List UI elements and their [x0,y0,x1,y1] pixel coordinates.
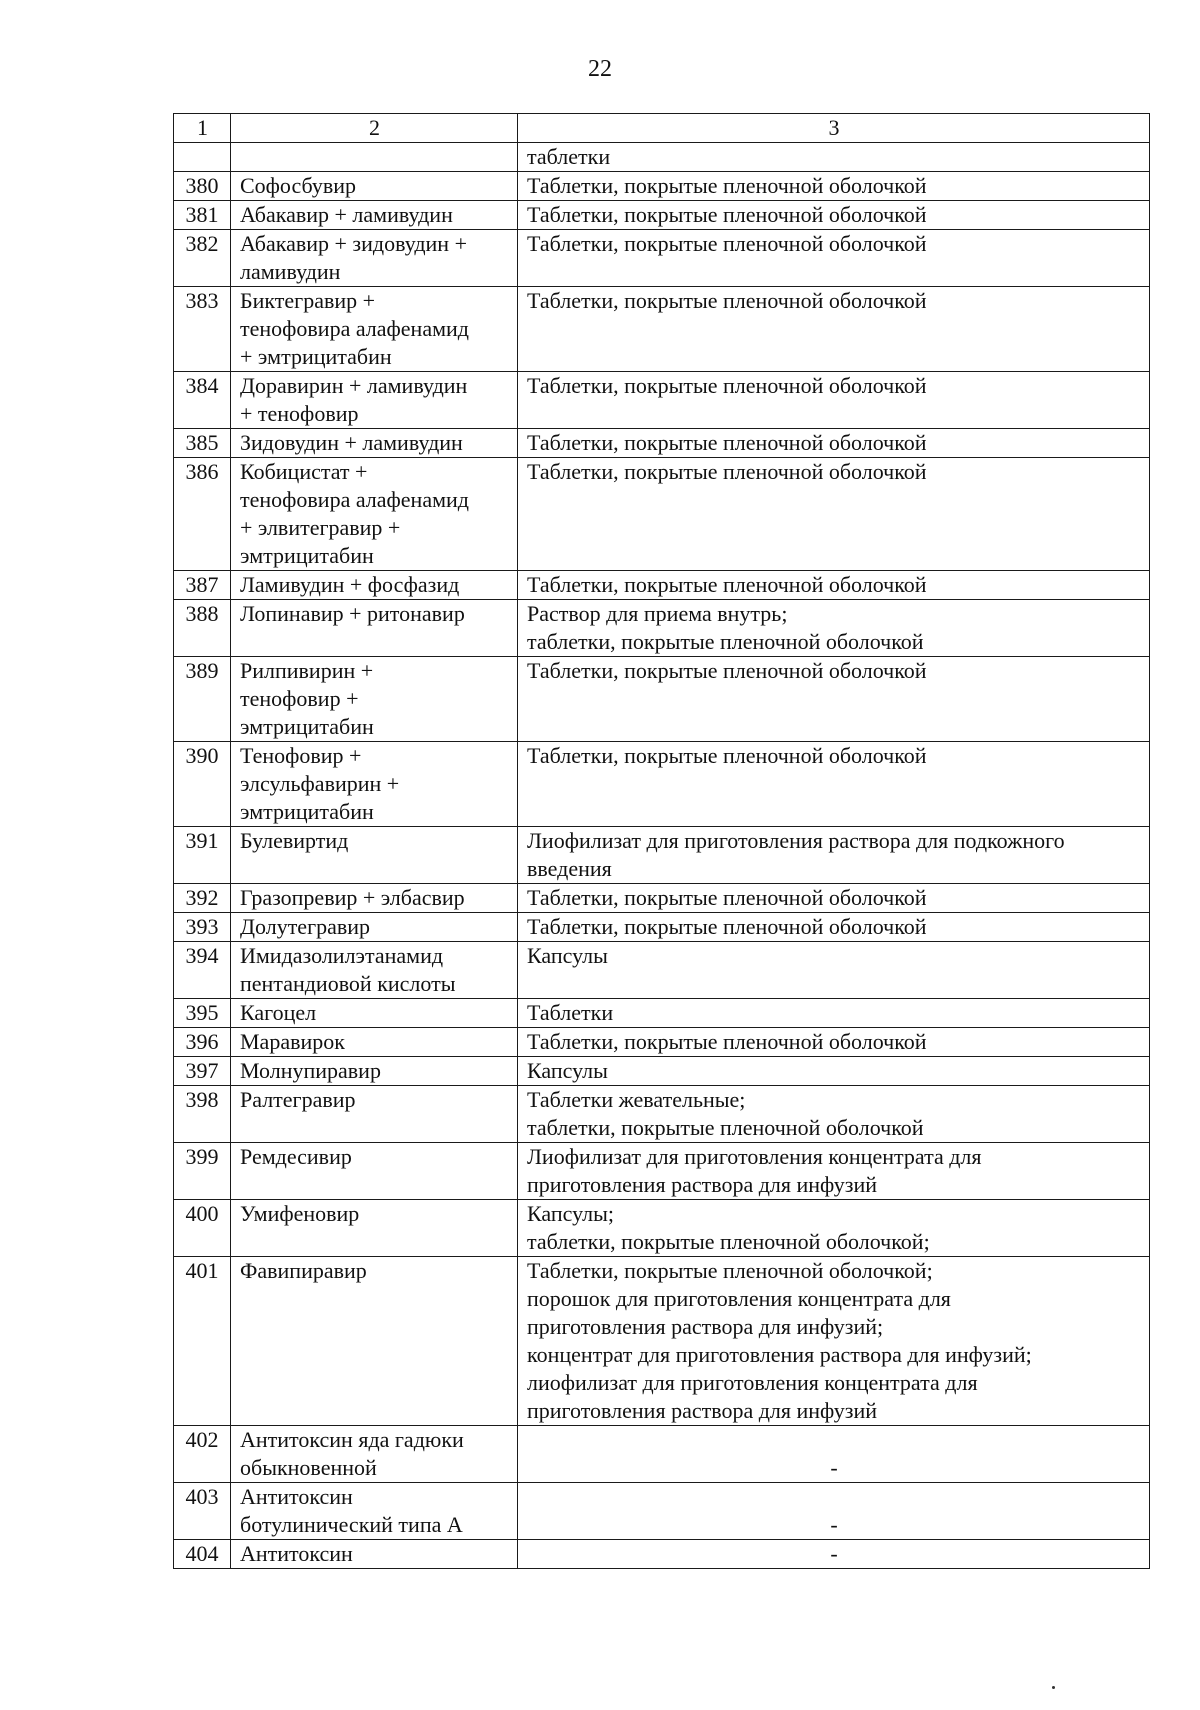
table-header-row [174,114,1150,143]
drug-name-line: элсульфавирин + [240,771,400,796]
dosage-form-line: Таблетки, покрытые пленочной оболочкой [527,914,927,939]
drug-name-line: Ламивудин + фосфазид [240,572,460,597]
table-row [174,458,1150,571]
dosage-form-line: введения [527,856,612,881]
row-number: 389 [174,657,231,742]
drug-name-cell [231,571,518,600]
drug-name-cell [231,1426,518,1483]
drug-name-cell [231,287,518,372]
drug-name-line: Абакавир + ламивудин [240,202,453,227]
page-number: 22 [588,56,612,82]
drug-name-cell [231,913,518,942]
dosage-form-cell [518,1200,1150,1257]
row-number: 401 [174,1257,231,1426]
drug-name-cell [231,742,518,827]
dosage-form-cell [518,657,1150,742]
dosage-form-cell [518,429,1150,458]
table-body [174,143,1150,1569]
row-number: 395 [174,999,231,1028]
table-row [174,1200,1150,1257]
table-row [174,429,1150,458]
row-number: 390 [174,742,231,827]
table-row [174,372,1150,429]
row-number: 383 [174,287,231,372]
row-number [174,143,231,172]
dosage-form-line: Таблетки, покрытые пленочной оболочкой [527,202,927,227]
dosage-form-cell [518,287,1150,372]
dosage-form-line: Таблетки, покрытые пленочной оболочкой [527,459,927,484]
drug-name-line: пентандиовой кислоты [240,971,456,996]
row-number: 404 [174,1540,231,1569]
drug-name-cell [231,1057,518,1086]
dosage-form-cell [518,1086,1150,1143]
dosage-form-cell [518,1540,1150,1569]
drug-name-line: эмтрицитабин [240,543,374,568]
dosage-form-line: приготовления раствора для инфузий [527,1172,877,1197]
dosage-form-line: Таблетки, покрытые пленочной оболочкой [527,231,927,256]
dosage-form-line: - [830,1512,838,1537]
row-number: 385 [174,429,231,458]
dosage-form-cell [518,999,1150,1028]
drug-name-line: Ралтегравир [240,1087,356,1112]
dosage-form-line: Таблетки, покрытые пленочной оболочкой; [527,1258,933,1283]
table-row [174,1086,1150,1143]
drug-name-cell [231,458,518,571]
drug-name-cell [231,999,518,1028]
table-row [174,999,1150,1028]
dosage-form-cell [518,372,1150,429]
drug-name-line: Умифеновир [240,1201,360,1226]
drug-name-line: Долутегравир [240,914,371,939]
dosage-form-cell [518,742,1150,827]
dosage-form-cell [518,143,1150,172]
drug-name-line: эмтрицитабин [240,714,374,739]
drug-name-line: Абакавир + зидовудин + [240,231,467,256]
row-number: 394 [174,942,231,999]
dosage-form-line: Таблетки, покрытые пленочной оболочкой [527,288,927,313]
drug-name-cell [231,827,518,884]
dosage-form-line: таблетки [527,144,611,169]
table-row [174,143,1150,172]
dosage-form-cell [518,1143,1150,1200]
drug-name-line: ботулинический типа А [240,1512,463,1537]
drug-name-line: + тенофовир [240,401,359,426]
table-row [174,913,1150,942]
table-row [174,287,1150,372]
drug-name-line: Биктегравир + [240,288,376,313]
drug-name-line: Имидазолилэтанамид [240,943,444,968]
table-row [174,172,1150,201]
drug-name-line: ламивудин [240,259,341,284]
dosage-form-cell [518,571,1150,600]
dosage-form-line: лиофилизат для приготовления концентрата для [527,1370,978,1395]
drug-name-line: эмтрицитабин [240,799,374,824]
drug-name-cell [231,429,518,458]
row-number: 386 [174,458,231,571]
drug-name-cell [231,600,518,657]
dosage-form-cell [518,230,1150,287]
row-number: 380 [174,172,231,201]
drug-name-line: Доравирин + ламивудин [240,373,468,398]
dosage-form-cell [518,942,1150,999]
row-number: 387 [174,571,231,600]
dosage-form-cell [518,1483,1150,1540]
dosage-form-cell [518,1426,1150,1483]
drug-name-line: тенофовира алафенамид [240,316,469,341]
row-number: 384 [174,372,231,429]
row-number: 399 [174,1143,231,1200]
drug-name-cell [231,201,518,230]
drug-name-cell [231,372,518,429]
drug-name-line: Молнупиравир [240,1058,381,1083]
drug-name-line: Кобицистат + [240,459,368,484]
drug-name-cell [231,1540,518,1569]
drug-name-cell [231,657,518,742]
row-number: 398 [174,1086,231,1143]
table-row [174,827,1150,884]
row-number: 393 [174,913,231,942]
table-row [174,571,1150,600]
dosage-form-line: Капсулы [527,1058,608,1083]
table-row [174,230,1150,287]
table-row [174,1057,1150,1086]
drug-name-line: Антитоксин яда гадюки [240,1427,464,1452]
dosage-form-line: порошок для приготовления концентрата для [527,1286,951,1311]
dosage-form-cell [518,600,1150,657]
dosage-form-cell [518,172,1150,201]
row-number: 403 [174,1483,231,1540]
column-header-number: 1 [174,114,231,143]
dosage-form-line: Таблетки, покрытые пленочной оболочкой [527,658,927,683]
dosage-form-line: Таблетки, покрытые пленочной оболочкой [527,743,927,768]
dosage-form-line: Таблетки, покрытые пленочной оболочкой [527,373,927,398]
dosage-form-line: Лиофилизат для приготовления раствора для подкожного [527,828,1065,853]
drug-name-line: Рилпивирин + [240,658,374,683]
drug-name-line: Маравирок [240,1029,345,1054]
row-number: 392 [174,884,231,913]
drug-name-line: Гразопревир + элбасвир [240,885,465,910]
table-row [174,1028,1150,1057]
drug-name-cell [231,1257,518,1426]
table-row [174,884,1150,913]
drug-name-cell [231,1028,518,1057]
table-row [174,600,1150,657]
dosage-form-line: приготовления раствора для инфузий; [527,1314,884,1339]
dosage-form-line: приготовления раствора для инфузий [527,1398,877,1423]
drug-name-line: Тенофовир + [240,743,362,768]
dosage-form-cell [518,884,1150,913]
dosage-form-line: Таблетки, покрытые пленочной оболочкой [527,572,927,597]
drug-name-line: + элвитегравир + [240,515,401,540]
dosage-form-cell [518,913,1150,942]
drug-name-cell [231,230,518,287]
table-row [174,742,1150,827]
dosage-form-line: Капсулы; [527,1201,615,1226]
dosage-form-cell [518,1257,1150,1426]
dosage-form-line: Капсулы [527,943,608,968]
dosage-form-line: Таблетки, покрытые пленочной оболочкой [527,885,927,910]
drug-name-cell [231,1143,518,1200]
drug-table [173,113,1150,1569]
dosage-form-cell [518,827,1150,884]
scan-speck [1052,1686,1055,1689]
drug-name-line: Булевиртид [240,828,349,853]
dosage-form-line: таблетки, покрытые пленочной оболочкой [527,629,924,654]
drug-name-line: + эмтрицитабин [240,344,392,369]
drug-name-cell [231,1200,518,1257]
drug-name-line: Антитоксин [240,1484,353,1509]
dosage-form-cell [518,201,1150,230]
drug-name-line: тенофовир + [240,686,359,711]
drug-name-cell [231,1086,518,1143]
dosage-form-line: таблетки, покрытые пленочной оболочкой; [527,1229,930,1254]
dosage-form-cell [518,1057,1150,1086]
table-row [174,1257,1150,1426]
table-row [174,1143,1150,1200]
drug-name-cell [231,884,518,913]
row-number: 396 [174,1028,231,1057]
dosage-form-line: Таблетки жевательные; [527,1087,746,1112]
drug-name-line: обыкновенной [240,1455,377,1480]
dosage-form-line: - [830,1455,838,1480]
dosage-form-line: Таблетки, покрытые пленочной оболочкой [527,173,927,198]
row-number: 388 [174,600,231,657]
row-number: 397 [174,1057,231,1086]
drug-name-line: Зидовудин + ламивудин [240,430,463,455]
table-row [174,657,1150,742]
drug-name-line: Ремдесивир [240,1144,352,1169]
table-row [174,1426,1150,1483]
dosage-form-line: Раствор для приема внутрь; [527,601,788,626]
drug-name-line: Лопинавир + ритонавир [240,601,465,626]
dosage-form-line: Лиофилизат для приготовления концентрата для [527,1144,982,1169]
column-header-form: 3 [518,114,1150,143]
row-number: 391 [174,827,231,884]
row-number: 381 [174,201,231,230]
dosage-form-line: - [830,1541,838,1566]
drug-name-cell [231,1483,518,1540]
column-header-name: 2 [231,114,518,143]
row-number: 402 [174,1426,231,1483]
dosage-form-line: таблетки, покрытые пленочной оболочкой [527,1115,924,1140]
table-row [174,1483,1150,1540]
dosage-form-cell [518,458,1150,571]
row-number: 400 [174,1200,231,1257]
drug-name-line: тенофовира алафенамид [240,487,469,512]
dosage-form-cell [518,1028,1150,1057]
drug-name-cell [231,143,518,172]
drug-name-line: Антитоксин [240,1541,353,1566]
dosage-form-line: Таблетки, покрытые пленочной оболочкой [527,1029,927,1054]
table-row [174,201,1150,230]
dosage-form-line: Таблетки, покрытые пленочной оболочкой [527,430,927,455]
row-number: 382 [174,230,231,287]
drug-name-line: Фавипиравир [240,1258,367,1283]
table-row [174,942,1150,999]
drug-name-cell [231,942,518,999]
drug-name-line: Кагоцел [240,1000,317,1025]
drug-name-line: Софосбувир [240,173,357,198]
dosage-form-line: концентрат для приготовления раствора для инфузий; [527,1342,1032,1367]
dosage-form-line: Таблетки [527,1000,614,1025]
table-row [174,1540,1150,1569]
drug-name-cell [231,172,518,201]
